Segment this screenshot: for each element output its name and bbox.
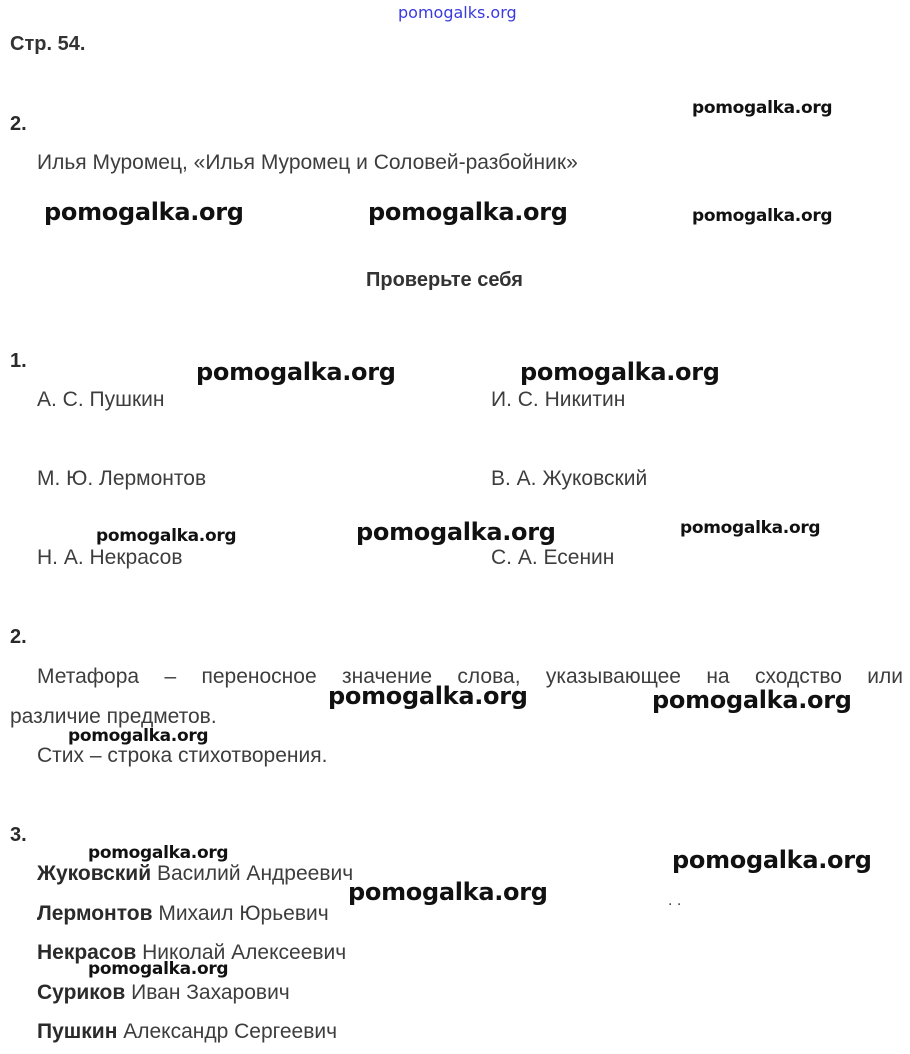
- author-item: И. С. Никитин: [491, 388, 626, 411]
- person-item: [37, 1020, 337, 1044]
- watermark: pomogalka.org: [692, 206, 833, 226]
- watermark: pomogalka.org: [672, 846, 872, 874]
- section-answer: Илья Муромец, «Илья Муромец и Соловей-разбойник»: [37, 151, 578, 174]
- watermark: pomogalka.org: [44, 198, 244, 226]
- watermark: pomogalka.org: [96, 526, 237, 546]
- person-surname: Некрасов: [37, 941, 137, 964]
- watermark: pomogalka.org: [348, 878, 548, 906]
- person-surname: Лермонтов: [37, 902, 153, 925]
- watermark: pomogalka.org: [692, 98, 833, 118]
- person-item: [37, 902, 329, 926]
- watermark: pomogalka.org: [520, 358, 720, 386]
- person-name: Михаил Юрьевич: [158, 902, 329, 925]
- watermark: pomogalka.org: [68, 726, 209, 746]
- watermark: pomogalka.org: [652, 686, 852, 714]
- watermark: pomogalka.org: [356, 518, 556, 546]
- check-yourself-heading: Проверьте себя: [366, 269, 523, 291]
- author-item: Н. А. Некрасов: [37, 546, 183, 569]
- author-item: В. А. Жуковский: [491, 467, 648, 490]
- person-name: Иван Захарович: [131, 981, 290, 1004]
- watermark-top: pomogalks.org: [398, 3, 517, 22]
- author-item: М. Ю. Лермонтов: [37, 467, 207, 490]
- question-number-3: 3.: [10, 824, 27, 846]
- section-number: 2.: [10, 113, 27, 135]
- person-surname: Пушкин: [37, 1020, 118, 1043]
- person-item: [37, 862, 353, 886]
- watermark: pomogalka.org: [196, 358, 396, 386]
- person-item: [37, 981, 290, 1005]
- watermark: pomogalka.org: [680, 518, 821, 538]
- question-number-2: 2.: [10, 626, 27, 648]
- person-name: Александр Сергеевич: [123, 1020, 338, 1043]
- watermark: pomogalka.org: [328, 682, 528, 710]
- definition-metaphor-cont: различие предметов.: [10, 705, 217, 728]
- page-label: Стр. 54.: [10, 33, 86, 55]
- question-number-1: 1.: [10, 350, 27, 372]
- watermark: pomogalka.org: [368, 198, 568, 226]
- person-surname: Суриков: [37, 981, 126, 1004]
- stray-dots: . .: [668, 892, 682, 909]
- person-name: Николай Алексеевич: [142, 941, 347, 964]
- person-name: Василий Андреевич: [156, 862, 354, 885]
- watermark: pomogalka.org: [88, 959, 229, 979]
- definition-metaphor: Метафора – переносное значение слова, указывающее на сходство или: [37, 665, 903, 688]
- author-item: А. С. Пушкин: [37, 388, 165, 411]
- author-item: С. А. Есенин: [491, 546, 615, 569]
- definition-verse: Стих – строка стихотворения.: [37, 744, 328, 767]
- person-surname: Жуковский: [37, 862, 152, 885]
- watermark: pomogalka.org: [88, 843, 229, 863]
